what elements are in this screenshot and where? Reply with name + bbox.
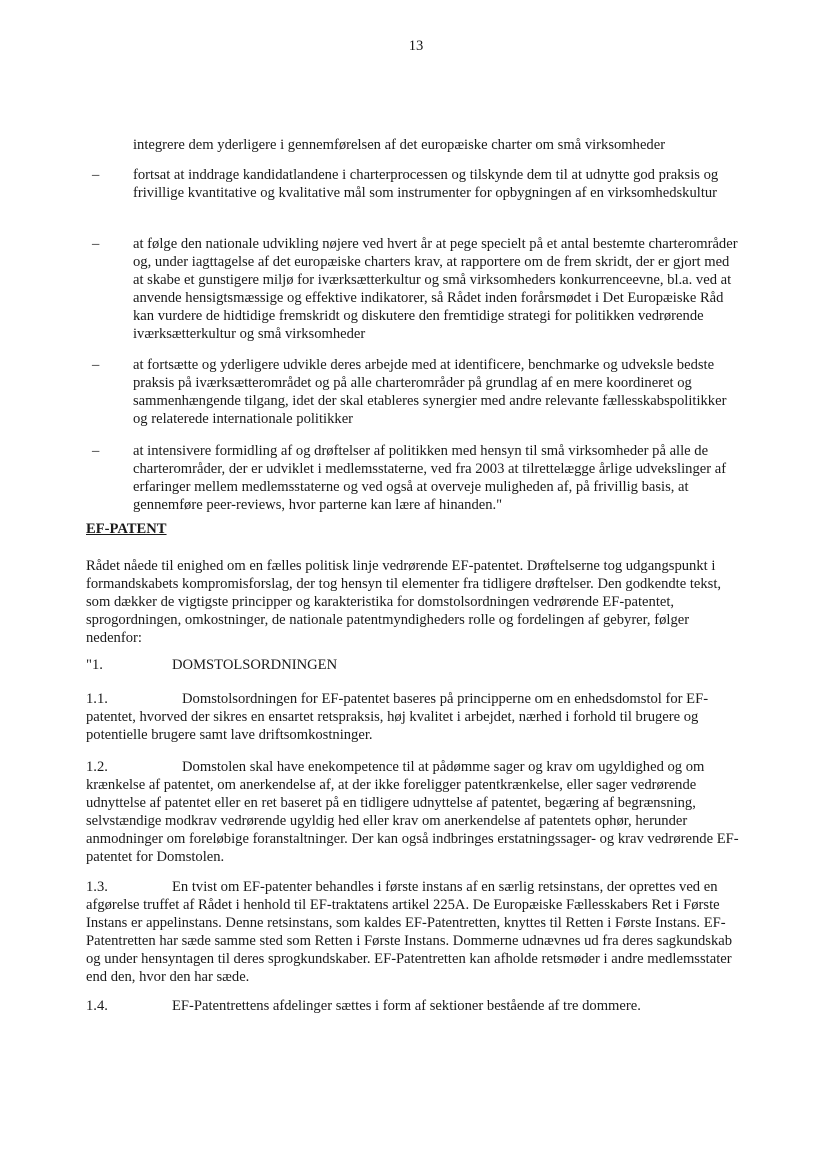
bullet-dash: – bbox=[92, 167, 100, 183]
paragraph-number: 1.3. bbox=[86, 879, 108, 895]
page-number: 13 bbox=[408, 38, 424, 54]
bullet-continuation: integrere dem yderligere i gennemførelsen af det europæiske charter om små virksomheder bbox=[133, 137, 666, 153]
paragraph-number: 1.1. bbox=[86, 691, 108, 707]
bullet-dash: – bbox=[92, 236, 100, 252]
section-title-number: "1. bbox=[86, 657, 103, 673]
paragraph-1-3 bbox=[86, 878, 742, 986]
paragraph-text: Domstolen skal have enekompetence til at pådømme sager og krav om ugyldighed og om krænkelse af patentet, om anerkendelse af, at der ikke foreligger patentkrænkelse, eller sager vedrørende udnyttelse af patentet eller en ret baseret på en tidligere udnyttelse af patentet, begæring af begrænsning, selvstændige modkrav vedrørende ugyldig hed eller krav om anerkendelse af patentets ophør, herunder anmodninger om foreløbige foranstaltninger. Der kan også indbringes erstatningssager- og krav vedrørende EF-patentet for Domstolen. bbox=[86, 759, 739, 865]
bullet-dash: – bbox=[92, 357, 100, 373]
section-title-text: DOMSTOLSORDNINGEN bbox=[172, 657, 338, 673]
paragraph-1-1 bbox=[86, 690, 742, 744]
paragraph-1-4 bbox=[86, 997, 742, 1015]
bullet-item: at intensivere formidling af og drøftelser af politikken med hensyn til små virksomheder på alle de charterområder, der er udviklet i medlemsstaterne, ved fra 2003 at tilrettelægge årlige udvekslinger af erfaringer mellem medlemsstaterne og ved også at overveje muligheden af, på frivillig basis, at gennemføre peer-reviews, hvor parterne kan lære af hinanden." bbox=[133, 443, 727, 513]
section-heading: EF-PATENT bbox=[86, 521, 167, 537]
paragraph-1-2 bbox=[86, 758, 742, 866]
bullet-dash: – bbox=[92, 443, 100, 459]
paragraph-text: EF-Patentrettens afdelinger sættes i form af sektioner bestående af tre dommere. bbox=[172, 998, 641, 1014]
bullet-item: at fortsætte og yderligere udvikle deres arbejde med at identificere, benchmarke og udveksle bedste praksis på iværksætterområdet og på alle charterområder på grundlag af en mere koordineret og sammenhængende tilgang, idet der skal etableres synergier med andre relevante fællesskabspolitikker og relaterede internationale politikker bbox=[133, 357, 727, 427]
paragraph-text: En tvist om EF-patenter behandles i første instans af en særlig retsinstans, der oprettes ved en afgørelse truffet af Rådet i henhold til EF-traktatens artikel 225A. De Europæiske Fællesskabers Ret i Første Instans er appelinstans. Denne retsinstans, som kaldes EF-Patentretten, knyttes til Retten i Første Instans. EF-Patentretten har sæde samme sted som Retten i Første Instans. Dommerne udnævnes ud fra deres sagkundskab og under hensyntagen til deres sprogkundskaber. EF-Patentretten kan afholde retsmøder i andre medlemsstater end den, hvor den har sæde. bbox=[86, 879, 733, 985]
bullet-item: at følge den nationale udvikling nøjere ved hvert år at pege specielt på et antal bestemte charterområder og, under iagttagelse af det europæiske charters krav, at rapportere om de frem skridt, der er gjort med at skabe et gunstigere miljø for iværksætterkultur og små virksomheders konkurrenceevne, bl.a. ved at anvende hensigtsmæssige og effektive indikatorer, så Rådet inden forårsmødet i Det Europæiske Råd kan vurdere de hidtidige fremskridt og diskutere den fremtidige strategi for politikken vedrørende iværksætterkultur og små virksomheder bbox=[133, 236, 738, 342]
section-title bbox=[86, 656, 742, 674]
paragraph-text: Domstolsordningen for EF-patentet baseres på principperne om en enhedsdomstol for EF-patentet, hvorved der sikres en ensartet retspraksis, høj kvalitet i arbejdet, nærhed i forhold til brugere og potentielle brugere samt lave driftsomkostninger. bbox=[86, 691, 709, 743]
paragraph-number: 1.4. bbox=[86, 998, 108, 1014]
paragraph-number: 1.2. bbox=[86, 759, 108, 775]
bullet-item: fortsat at inddrage kandidatlandene i charterprocessen og tilskynde dem til at udnytte god praksis og frivillige kvantitative og kvalitative mål som instrumenter for opbygningen af en virksomhedskultur bbox=[133, 167, 719, 201]
section-intro: Rådet nåede til enighed om en fælles politisk linje vedrørende EF-patentet. Drøftelserne tog udgangspunkt i formandskabets kompromisforslag, der tog hensyn til elementer fra tidligere drøftelser. Den godkendte tekst, som dækker de vigtigste principper og karakteristika for domstolsordningen vedrørende EF-patentet, sprogordningen, omkostninger, de nationale patentmyndigheders rolle og fordelingen af gebyrer, følger nedenfor: bbox=[86, 558, 722, 646]
